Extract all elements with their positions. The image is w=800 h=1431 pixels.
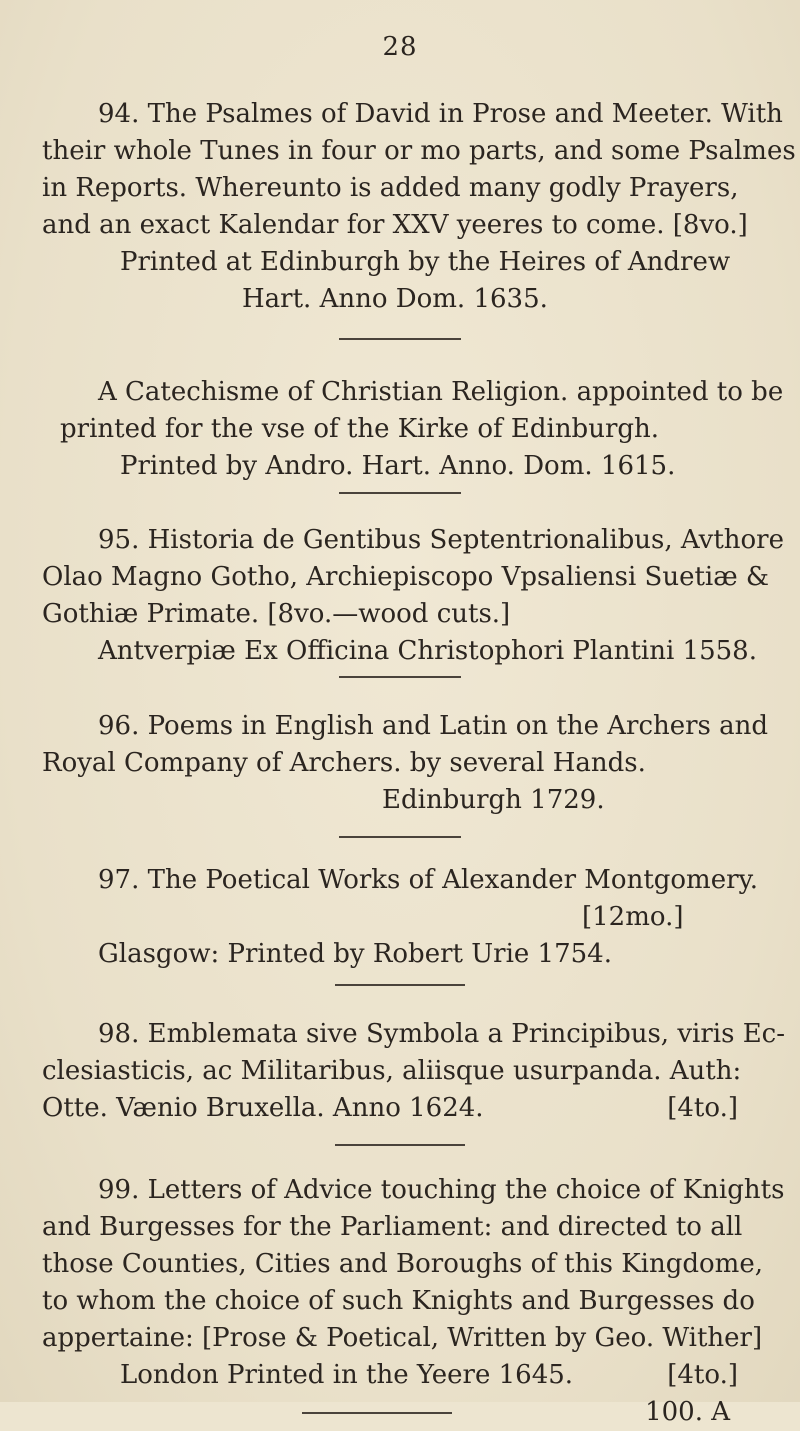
format-note: [4to.] bbox=[667, 1093, 738, 1123]
catchword: 100. A bbox=[645, 1397, 730, 1427]
entry-line: 95. Historia de Gentibus Septentrionalibus, Avthore bbox=[98, 525, 784, 555]
format-note: [4to.] bbox=[667, 1360, 738, 1390]
entry-line-with-format bbox=[42, 1357, 764, 1394]
section-divider bbox=[339, 676, 461, 678]
entry-line: Hart. Anno Dom. 1635. bbox=[242, 284, 548, 314]
section-divider bbox=[335, 984, 465, 986]
entry-line: and Burgesses for the Parliament: and directed to all bbox=[42, 1212, 743, 1242]
entry-line: appertaine: [Prose & Poetical, Written by Geo. Wither] bbox=[42, 1323, 763, 1353]
entry-line: Antverpiæ Ex Officina Christophori Plantini 1558. bbox=[98, 636, 757, 666]
catalog-entry-99 bbox=[42, 1172, 785, 1431]
catalog-entry-96 bbox=[42, 708, 769, 819]
page-number: 28 bbox=[382, 32, 418, 62]
entry-line: London Printed in the Yeere 1645. bbox=[120, 1360, 574, 1390]
catalog-entry-catechisme bbox=[42, 374, 784, 485]
section-divider bbox=[339, 338, 461, 340]
section-divider bbox=[339, 492, 461, 494]
entry-line: Printed at Edinburgh by the Heires of Andrew bbox=[120, 247, 731, 277]
entry-line: Olao Magno Gotho, Archiepiscopo Vpsaliensi Suetiæ & bbox=[42, 562, 770, 592]
catalog-entry-98 bbox=[42, 1016, 786, 1127]
entry-line: 94. The Psalmes of David in Prose and Meeter. With bbox=[98, 99, 783, 129]
entry-line: Gothiæ Primate. [8vo.—wood cuts.] bbox=[42, 599, 511, 629]
catalog-entry-97 bbox=[42, 862, 764, 973]
entry-line: 97. The Poetical Works of Alexander Montgomery. bbox=[98, 865, 759, 895]
entry-line: [12mo.] bbox=[582, 902, 684, 932]
entry-line: Royal Company of Archers. by several Hands. bbox=[42, 748, 646, 778]
entry-line: 96. Poems in English and Latin on the Archers and bbox=[98, 711, 769, 741]
entry-line-with-format bbox=[42, 1090, 764, 1127]
entry-line: those Counties, Cities and Boroughs of this Kingdome, bbox=[42, 1249, 763, 1279]
catalog-entry-94 bbox=[42, 96, 796, 318]
catchword-line bbox=[42, 1394, 764, 1431]
entry-line: Otte. Vænio Bruxella. Anno 1624. bbox=[42, 1093, 484, 1123]
entry-line: their whole Tunes in four or mo parts, and some Psalmes bbox=[42, 136, 796, 166]
entry-line: Glasgow: Printed by Robert Urie 1754. bbox=[98, 939, 612, 969]
section-divider bbox=[335, 1144, 465, 1146]
entry-line: in Reports. Whereunto is added many godly Prayers, bbox=[42, 173, 739, 203]
entry-line: Printed by Andro. Hart. Anno. Dom. 1615. bbox=[120, 451, 676, 481]
catalog-entry-95 bbox=[42, 522, 784, 670]
entry-line: to whom the choice of such Knights and Burgesses do bbox=[42, 1286, 755, 1316]
entry-line: A Catechisme of Christian Religion. appointed to be bbox=[98, 377, 784, 407]
entry-line: and an exact Kalendar for XXV yeeres to come. [8vo.] bbox=[42, 210, 748, 240]
section-divider bbox=[339, 836, 461, 838]
entry-line: Edinburgh 1729. bbox=[382, 785, 605, 815]
entry-line: 98. Emblemata sive Symbola a Principibus, viris Ec- bbox=[98, 1019, 786, 1049]
section-divider bbox=[302, 1412, 452, 1414]
entry-line: printed for the vse of the Kirke of Edinburgh. bbox=[60, 414, 660, 444]
entry-line: clesiasticis, ac Militaribus, aliisque usurpanda. Auth: bbox=[42, 1056, 742, 1086]
entry-line: 99. Letters of Advice touching the choice of Knights bbox=[98, 1175, 785, 1205]
